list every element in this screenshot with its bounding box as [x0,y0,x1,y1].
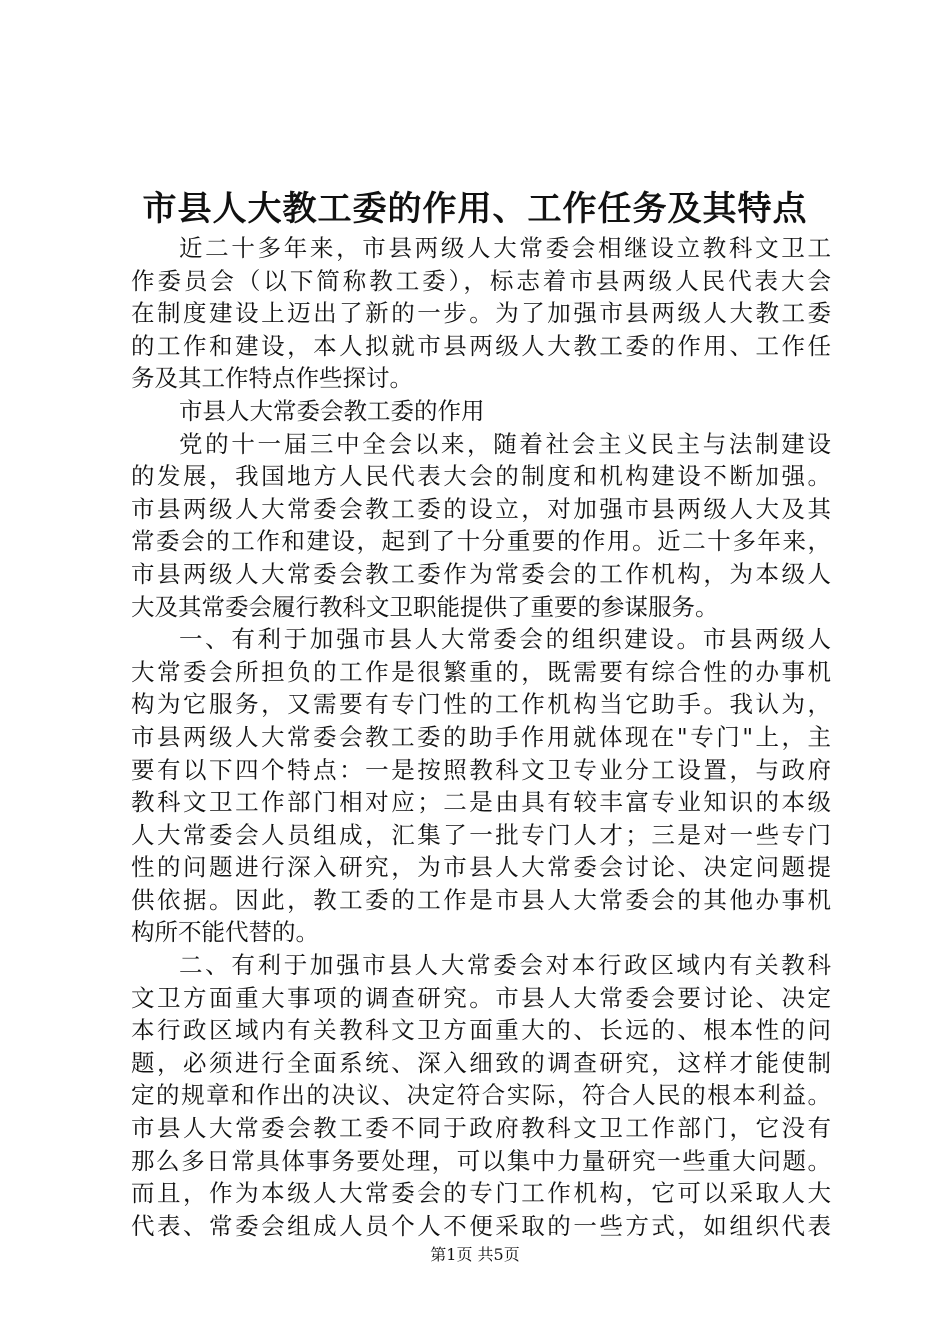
text-line: 作委员会（以下简称教工委），标志着市县两级人民代表大会 [131,266,831,295]
text-line: 常委会的工作和建设，起到了十分重要的作用。近二十多年来， [131,527,831,556]
text-line: 二、有利于加强市县人大常委会对本行政区域内有关教科 [179,951,831,980]
section-heading: 市县人大常委会教工委的作用 [179,396,485,425]
document-body [131,232,831,1242]
text-line: 人大常委会人员组成，汇集了一批专门人才；三是对一些专门 [131,820,831,849]
text-line: 构为它服务，又需要有专门性的工作机构当它助手。我认为， [131,690,831,719]
text-line: 的工作和建设，本人拟就市县两级人大教工委的作用、工作任 [131,331,831,360]
document-title: 市县人大教工委的作用、工作任务及其特点 [142,189,808,229]
text-line: 代表、常委会组成人员个人不便采取的一些方式，如组织代表 [131,1211,831,1240]
text-line: 性的问题进行深入研究，为市县人大常委会讨论、决定问题提 [131,853,831,882]
text-line: 要有以下四个特点：一是按照教科文卫专业分工设置，与政府 [131,755,831,784]
text-line: 的发展，我国地方人民代表大会的制度和机构建设不断加强。 [131,462,831,491]
text-line: 党的十一届三中全会以来，随着社会主义民主与法制建设 [179,429,831,458]
page-footer: 第1页 共5页 [430,1245,520,1264]
text-line: 供依据。因此，教工委的工作是市县人大常委会的其他办事机 [131,885,831,914]
text-line: 市县人大常委会教工委不同于政府教科文卫工作部门，它没有 [131,1114,831,1143]
text-line: 市县两级人大常委会教工委作为常委会的工作机构，为本级人 [131,559,831,588]
text-line: 市县两级人大常委会教工委的设立，对加强市县两级人大及其 [131,494,831,523]
text-line: 文卫方面重大事项的调查研究。市县人大常委会要讨论、决定 [131,983,831,1012]
text-line: 构所不能代替的。 [131,918,319,947]
text-line: 市县两级人大常委会教工委的助手作用就体现在"专门"上，主 [131,722,831,751]
text-line: 那么多日常具体事务要处理，可以集中力量研究一些重大问题。 [131,1146,831,1175]
text-line: 务及其工作特点作些探讨。 [131,364,413,393]
text-line: 定的规章和作出的决议、决定符合实际，符合人民的根本利益。 [131,1081,831,1110]
text-line: 教科文卫工作部门相对应；二是由具有较丰富专业知识的本级 [131,788,831,817]
text-line: 在制度建设上迈出了新的一步。为了加强市县两级人大教工委 [131,299,831,328]
text-line: 而且，作为本级人大常委会的专门工作机构，它可以采取人大 [131,1179,831,1208]
text-line: 大及其常委会履行教科文卫职能提供了重要的参谋服务。 [131,592,719,621]
text-line: 近二十多年来，市县两级人大常委会相继设立教科文卫工 [179,234,831,262]
text-line: 本行政区域内有关教科文卫方面重大的、长远的、根本性的问 [131,1016,831,1045]
text-line: 题，必须进行全面系统、深入细致的调查研究，这样才能使制 [131,1048,831,1077]
text-line: 大常委会所担负的工作是很繁重的，既需要有综合性的办事机 [131,657,831,686]
text-line: 一、有利于加强市县人大常委会的组织建设。市县两级人 [179,625,831,654]
